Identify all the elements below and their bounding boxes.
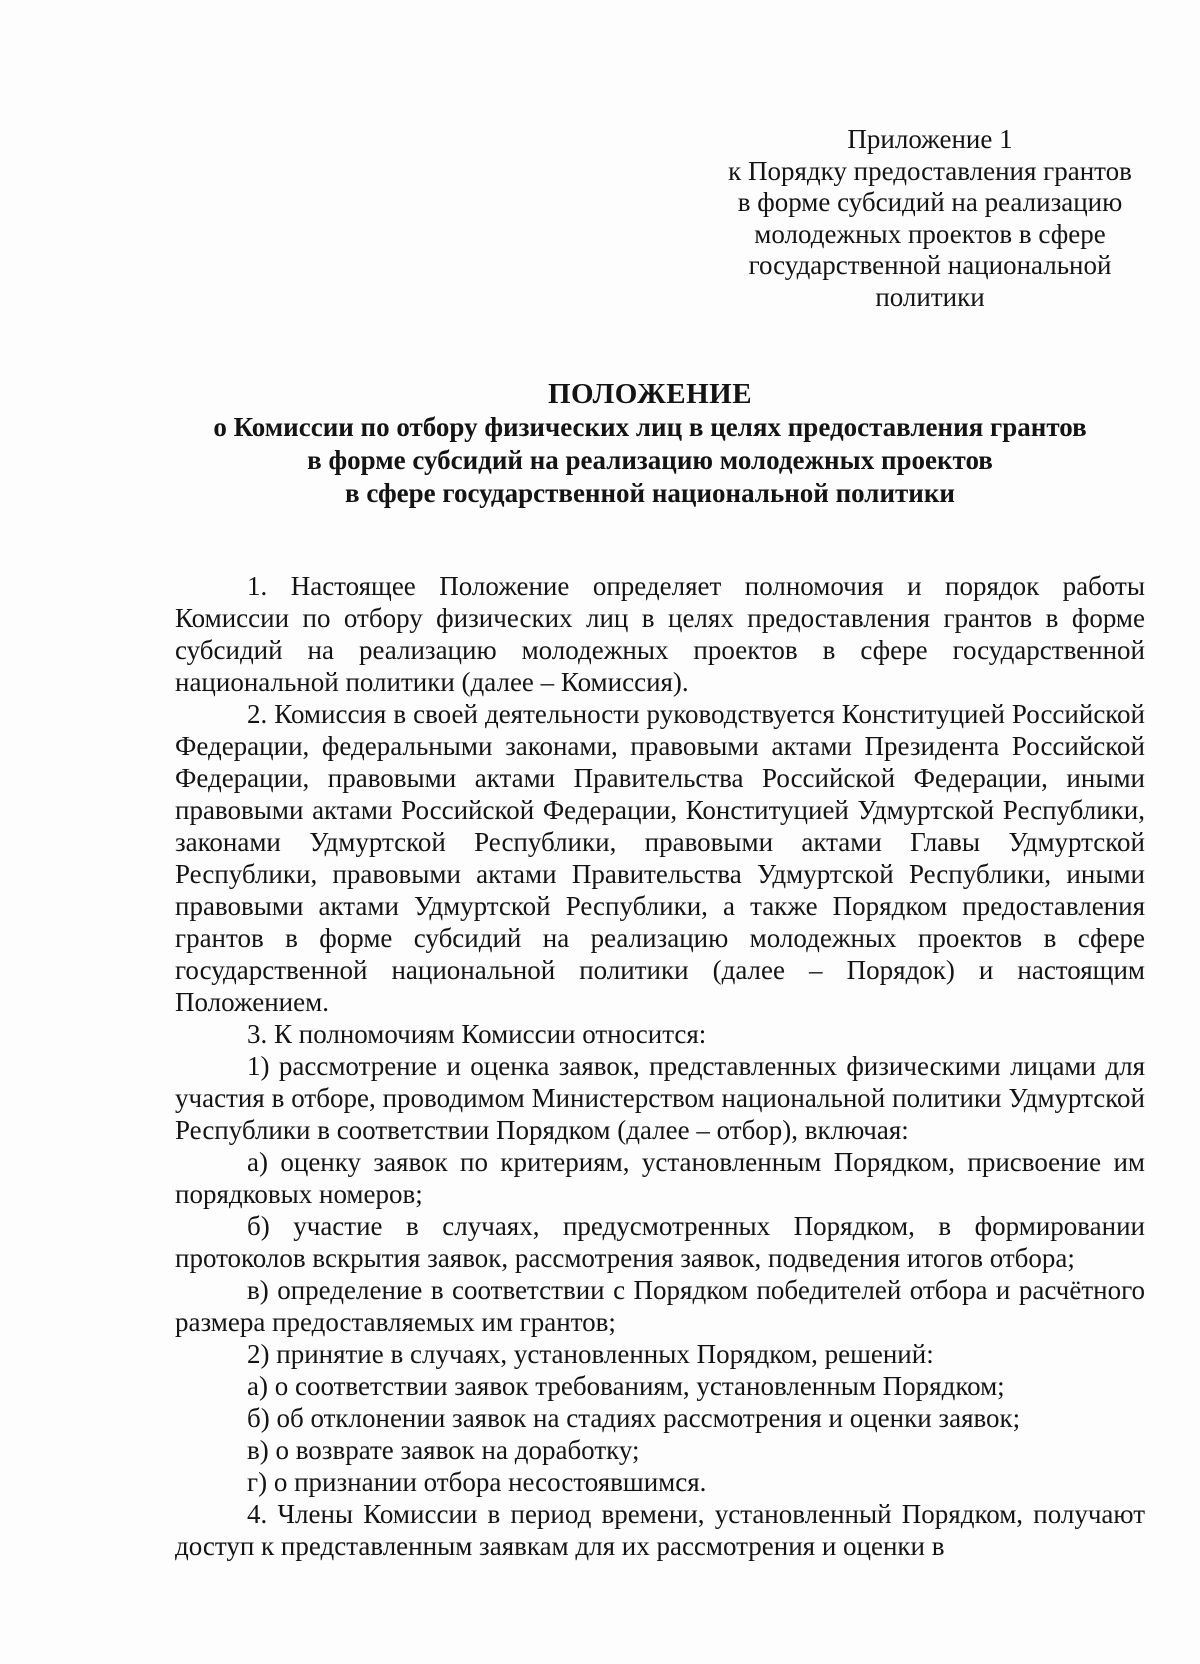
appendix-line: в форме субсидий на реализацию [737, 187, 1123, 217]
appendix-line: молодежных проектов в сфере [754, 218, 1106, 249]
title-line: в сфере государственной национальной политики [345, 478, 955, 508]
title-line: о Комиссии по отбору физических лиц в целях предоставления грантов [213, 412, 1087, 442]
document-body [175, 570, 1145, 1562]
paragraph: в) определение в соответствии с Порядком победителей отбора и расчётного размера предоставляемых им грантов; [175, 1275, 1145, 1337]
paragraph: 3. К полномочиям Комиссии относится: [247, 1019, 707, 1049]
paragraph: б) участие в случаях, предусмотренных Порядком, в формировании протоколов вскрытия заявок, рассмотрения заявок, подведения итогов отбора; [175, 1211, 1145, 1273]
paragraph: 4. Члены Комиссии в период времени, установленный Порядком, получают доступ к представленным заявкам для их рассмотрения и оценки в [175, 1499, 1145, 1561]
appendix-header [700, 124, 1160, 313]
paragraph: 2) принятие в случаях, установленных Порядком, решений: [247, 1339, 934, 1369]
document-title [150, 378, 1150, 510]
title-line: в форме субсидий на реализацию молодежных проектов [307, 445, 993, 475]
paragraph: в) о возврате заявок на доработку; [247, 1435, 640, 1465]
paragraph: а) оценку заявок по критериям, установленным Порядком, присвоение им порядковых номеров; [175, 1147, 1145, 1209]
paragraph: 2. Комиссия в своей деятельности руководствуется Конституцией Российской Федерации, федеральными законами, правовыми актами Президента Российской Федерации, правовыми актами Правительства Российской Федерации, иными правовыми актами Российской Федерации, Конституцией Удмуртской Республики, законами Удмуртской Республики, правовыми актами Главы Удмуртской Республики, правовыми актами Правительства Удмуртской Республики, иными правовыми актами Удмуртской Республики, а также Порядком предоставления грантов в форме субсидий на реализацию молодежных проектов в сфере государственной национальной политики (далее – Порядок) и настоящим Положением. [175, 699, 1145, 1017]
paragraph: б) об отклонении заявок на стадиях рассмотрения и оценки заявок; [247, 1403, 1021, 1433]
paragraph: 1. Настоящее Положение определяет полномочия и порядок работы Комиссии по отбору физических лиц в целях предоставления грантов в форме субсидий на реализацию молодежных проектов в сфере государственной национальной политики (далее – Комиссия). [175, 571, 1145, 697]
appendix-line: к Порядку предоставления грантов [728, 155, 1132, 186]
paragraph: 1) рассмотрение и оценка заявок, представленных физическими лицами для участия в отборе, проводимом Министерством национальной политики Удмуртской Республики в соответствии Порядком (далее – отбор), включая: [175, 1051, 1145, 1145]
appendix-line: политики [875, 281, 985, 312]
appendix-line: государственной национальной [748, 250, 1112, 280]
title-main: ПОЛОЖЕНИЕ [547, 378, 753, 410]
appendix-line: Приложение 1 [847, 124, 1013, 154]
paragraph: г) о признании отбора несостоявшимся. [247, 1467, 707, 1497]
paragraph: а) о соответствии заявок требованиям, установленным Порядком; [247, 1371, 1005, 1401]
